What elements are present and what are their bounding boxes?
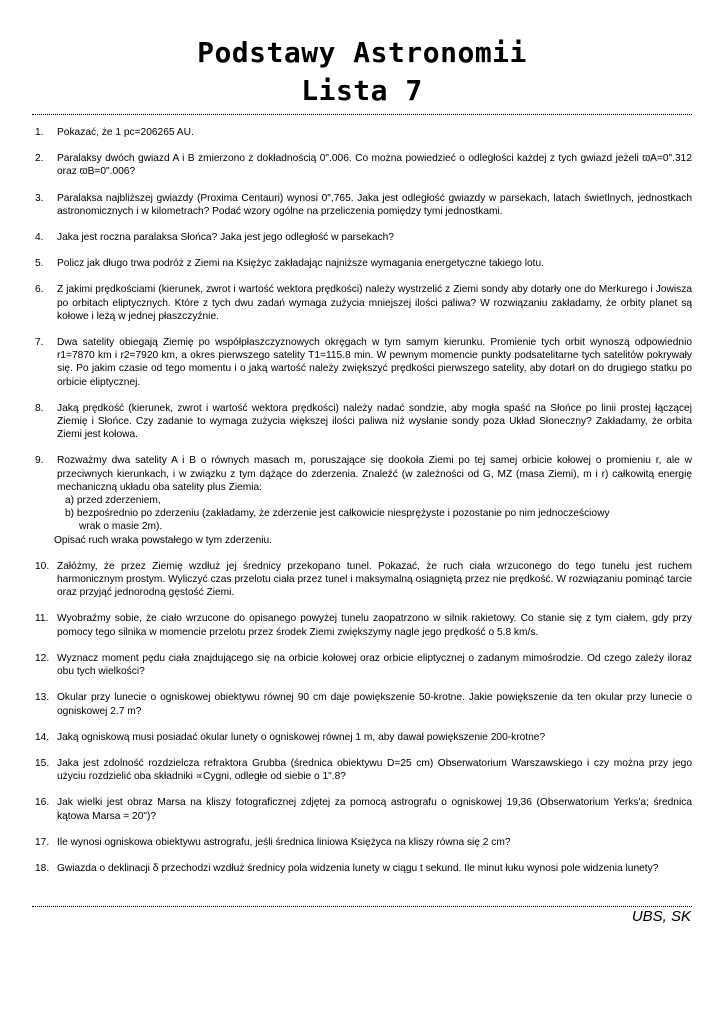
problem-16 (32, 796, 692, 822)
problem-1 (32, 126, 692, 139)
problem-text: Paralaksy dwóch gwiazd A i B zmierzono z dokładnością 0".006. Co można powiedzieć o odległości każdej z tych gwiazd jeżeli ϖA=0".312 oraz ϖB=0".006? (57, 153, 692, 178)
problem-text: Okular przy lunecie o ogniskowej obiektywu równej 90 cm daje powiększenie 50-krotne. Jakie powiększenie da ten okular przy lunecie o ogniskowej 2.7 m? (57, 692, 692, 717)
problem-9-part-b-continued: wrak o masie 2m). (79, 521, 163, 533)
problem-17 (32, 836, 692, 849)
problem-number: 17. (35, 836, 50, 848)
problem-number: 16. (35, 797, 50, 809)
problem-text: Załóżmy, że przez Ziemię wzdłuż jej średnicy przekopano tunel. Pokazać, że ruch ciała wrzuconego do tego tunelu jest ruchem harmonicznym prostym. Wyliczyć czas przelotu ciała przez tunel i maksymalną osiągniętą przez nie prędkość. W rozwiązaniu pominąć tarcie oraz przyjąć jednorodną gęstość Ziemi. (57, 560, 692, 599)
problem-14 (32, 731, 692, 744)
problem-12 (32, 652, 692, 678)
problem-2 (32, 152, 692, 178)
problem-9-closing: Opisać ruch wraka powstałego w tym zderzeniu. (54, 534, 272, 546)
problem-text: Wyznacz moment pędu ciała znajdującego się na orbicie kołowej oraz orbicie eliptycznej o zadanym mimośrodzie. Od czego zależy iloraz obu tych wielkości? (57, 652, 692, 678)
problem-number: 10. (35, 560, 50, 572)
problem-text: Jaka jest zdolność rozdzielcza refraktora Grubba (średnica obiektywu D=25 cm) Obserwatorium Warszawskiego i czy można przy jego użyciu rozdzielić oba składniki ∝Cygni, odległe od siebie o 1".8? (57, 757, 692, 783)
problem-text: Pokazać, że 1 pc=206265 AU. (57, 127, 194, 138)
problem-number: 18. (35, 862, 50, 874)
page-subtitle: Lista 7 (301, 74, 423, 107)
problem-3 (32, 192, 692, 218)
problem-number: 13. (35, 692, 50, 704)
problem-text: Jaka jest roczna paralaksa Słońca? Jaka jest jego odległość w parsekach? (57, 232, 394, 244)
problem-6 (32, 283, 692, 323)
top-dotted-divider (32, 114, 692, 115)
problem-11 (32, 612, 692, 638)
problem-9 (32, 454, 692, 546)
problem-10 (32, 560, 692, 600)
problem-number: 5. (35, 258, 44, 270)
problem-text: Jaką prędkość (kierunek, zwrot i wartość wektora prędkości) należy nadać sondzie, aby mogła spaść na Słońce po linii prostej łączącej Ziemię i Słońce. Czy zadanie to wymaga zużycia większej ilości paliwa niż wysłanie sondy poza Układ Słoneczny? Zakładamy, że orbita Ziemi jest kołowa. (57, 402, 692, 441)
problem-text: Rozważmy dwa satelity A i B o równych masach m, poruszające się dookoła Ziemi po tej samej orbicie kołowej o promieniu r, ale w przeciwnych kierunkach, i w związku z tym dążące do zderzenia. Znaleźć (w zależności od G, MZ (masa Ziemi), m i r) całkowitą energię mechaniczną układu oba satelity plus Ziemia: (57, 455, 692, 493)
problem-number: 3. (35, 192, 44, 204)
problem-list (32, 126, 692, 875)
author-signature: UBS, SK (631, 908, 691, 925)
problem-4 (32, 231, 692, 244)
problem-text: Jaką ogniskową musi posiadać okular lunety o ogniskowej równej 1 m, aby dawał powiększenie 200-krotne? (57, 731, 546, 743)
problem-number: 15. (35, 757, 50, 769)
problem-9-part-b: b) bezpośrednio po zderzeniu (zakładamy, że zderzenie jest całkowicie niesprężyste i pozostanie po nim jednocześciowy (65, 508, 610, 520)
problem-number: 7. (35, 337, 44, 349)
problem-8 (32, 402, 692, 442)
bottom-dotted-divider (32, 906, 692, 907)
problem-text: Ile wynosi ogniskowa obiektywu astrografu, jeśli średnica liniowa Księżyca na kliszy równa się 2 cm? (57, 836, 511, 848)
problem-number: 4. (35, 232, 44, 244)
problem-15 (32, 757, 692, 783)
problem-text: Paralaksa najbliższej gwiazdy (Proxima Centauri) wynosi 0",765. Jaka jest odległość gwiazdy w parsekach, latach świetlnych, jednostkach astronomicznych i w kilometrach? Podać wzory ogólne na przeliczenia pomiędzy tymi jednostkami. (57, 192, 692, 217)
problem-number: 11. (35, 613, 49, 625)
problem-number: 14. (35, 731, 50, 743)
problem-text: Gwiazda o deklinacji δ przechodzi wzdłuż średnicy pola widzenia lunety w ciągu t sekund. Ile minut łuku wynosi pole widzenia lunety? (57, 862, 659, 874)
problem-18 (32, 862, 692, 875)
problem-5 (32, 257, 692, 270)
problem-text: Jak wielki jest obraz Marsa na kliszy fotograficznej zdjętej za pomocą astrografu o ogniskowej 19,36 (Obserwatorium Yerks'a; średnica kątowa Marsa = 20")? (57, 797, 692, 822)
problem-number: 12. (35, 652, 50, 664)
problem-text: Wyobraźmy sobie, że ciało wrzucone do opisanego powyżej tunelu zaopatrzono w silnik rakietowy. Co stanie się z tym ciałem, gdy przy pomocy tego silnika w momencie przelotu przez środek Ziemi zwiększymy nagle jego prędkość o 5.8 km/s. (57, 613, 692, 638)
problem-text: Z jakimi prędkościami (kierunek, zwrot i wartość wektora prędkości) należy wystrzelić z Ziemi sondy aby dotarły one do Merkurego i Jowisza po orbitach eliptycznych. Które z tych dwu zadań wymaga zużycia mniejszej ilości paliwa? W rozwiązaniu zakładamy, że orbity planet są kołowe i leżą w jednej płaszczyźnie. (57, 284, 692, 322)
problem-number: 1. (35, 127, 44, 138)
problem-9-part-a: a) przed zderzeniem, (65, 495, 161, 507)
page-title: Podstawy Astronomii (197, 36, 527, 69)
problem-7 (32, 336, 692, 389)
problem-number: 9. (35, 455, 44, 467)
problem-13 (32, 691, 692, 717)
problem-text: Dwa satelity obiegają Ziemię po współpłaszczyznowych okręgach w tym samym kierunku. Promienie tych orbit wynoszą odpowiednio r1=7870 km i r2=7920 km, a okres pierwszego satelity T1=115.8 min. W pewnym momencie punkty podsatelitarne tych satelitów pokrywały się. Po jakim czasie od tego momentu i o jaką wartość należy zwiększyć prędkości pierwszego satelity, aby dotarł on do drugiego statku po orbicie eliptycznej. (57, 337, 692, 388)
problem-text: Policz jak długo trwa podróż z Ziemi na Księżyc zakładając najniższe wymagania energetyczne takiego lotu. (57, 258, 544, 270)
problem-number: 6. (35, 284, 44, 296)
problem-number: 2. (35, 153, 44, 165)
problem-number: 8. (35, 402, 44, 414)
